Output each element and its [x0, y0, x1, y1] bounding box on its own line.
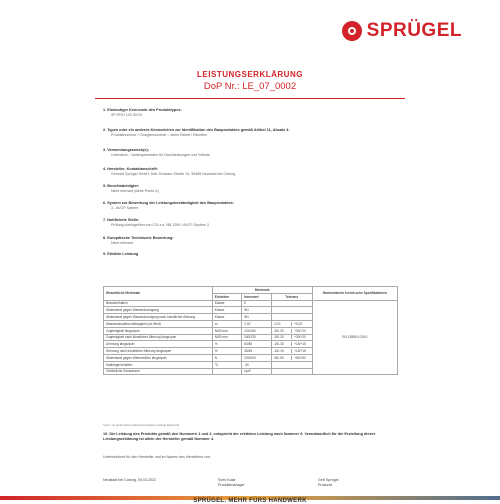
cell-characteristic: Widerstand gegen Wasserdurchgang nach künstlicher Alterung [104, 314, 213, 321]
cell-nominal: W1 [242, 314, 271, 321]
cell-characteristic: Dehnung längs/quer [104, 341, 213, 348]
section-8 [103, 236, 403, 246]
section-value: Unterdeck- / Unterspannbahn für Dachdeckungen und Wände [111, 153, 210, 157]
section-9 [103, 252, 403, 257]
cell-unit: °C [212, 361, 241, 368]
header-characteristics: Wesentliche Merkmale [104, 287, 213, 301]
section-value: Nicht relevant (siehe Punkt 4.) [111, 189, 160, 193]
cell-unit: N/50 mm [212, 327, 241, 334]
cell-characteristic: Zugfestigkeit nach künstlicher Alterung längs/quer [104, 334, 213, 341]
subheader-unit: Einheiten [212, 293, 241, 300]
cell-unit: Klasse [212, 307, 241, 314]
cell-characteristic: Gefährliche Substanzen [104, 368, 213, 375]
section-value: SP-PRO 100 SK/VI [111, 113, 142, 117]
section-heading: 1. Eindeutiger Kenncode des Produkttypes: [103, 108, 182, 112]
cell-unit: % [212, 341, 241, 348]
section-4 [103, 167, 403, 177]
signatory-role: Produktmanager [218, 482, 245, 487]
cell-tolerance [271, 341, 312, 348]
subheader-tolerance: Toleranz [271, 293, 312, 300]
signatory-name: Sven Kolar [218, 478, 236, 482]
section-heading: 9. Erklärte Leistung [103, 252, 139, 256]
cell-nominal: 35/45 [242, 348, 271, 355]
document-subtitle: DoP Nr.: LE_07_0002 [203, 81, 297, 92]
logo-mark-icon [342, 21, 362, 41]
cell-tolerance [271, 320, 312, 327]
cell-characteristic: Zugfestigkeit längs/quer [104, 327, 213, 334]
cell-characteristic: Widerstand gegen Weiterreißen längs/quer [104, 354, 213, 361]
cell-unit [212, 368, 241, 375]
cell-characteristic: Wasserdampfdurchlässigkeit (sd-Wert) [104, 320, 213, 327]
cell-tolerance [271, 307, 312, 314]
cell-tol-max: +30/+20 [294, 335, 306, 340]
cell-tolerance [271, 327, 312, 334]
cell-tol-max: +0,02 [294, 321, 303, 326]
section-heading: 2. Typen oder ein anderes Kennzeichen zur Identifikation des Bauproduktes gemäß Artikel 11, Absatz 4: [103, 128, 290, 132]
cell-tol-max: +50/+50 [294, 355, 306, 360]
cell-characteristic: Brandverhalten [104, 300, 213, 307]
table-header-row [104, 287, 398, 294]
cell-tolerance [271, 368, 312, 375]
cell-tolerance [271, 314, 312, 321]
cell-characteristic: Widerstand gegen Wasserdurchgang [104, 307, 213, 314]
table-row [104, 300, 398, 307]
cell-unit: Klasse [212, 314, 241, 321]
cell-tolerance [271, 354, 312, 361]
signatory-name: Gert Sprügel [318, 478, 339, 482]
cell-nominal: npd* [242, 368, 271, 375]
cell-tol-min: -50/-50 [272, 356, 293, 360]
section-heading: 5. Bevollmächtigter: [103, 184, 140, 188]
cell-nominal: 0,02 [242, 320, 271, 327]
cell-tol-min: -30/-20 [272, 329, 293, 333]
cell-tolerance [271, 361, 312, 368]
cell-unit: % [212, 348, 241, 355]
section-3 [103, 148, 403, 158]
cell-tol-max: +30/+20 [294, 328, 306, 333]
section-heading: 4. Hersteller, Kontaktanschrift: [103, 167, 159, 171]
subheader-nominal: Nennwert [242, 293, 271, 300]
cell-tolerance [271, 334, 312, 341]
section-value: Prüfung durchgeführt von CSI a.s. NB 1390 / AVCP-System 3 [111, 223, 209, 227]
cell-characteristic: Dehnung nach künstlicher Alterung längs/quer [104, 348, 213, 355]
section-6 [103, 201, 403, 211]
header-norm: Harmonisierte techni-sche Spezifikationen [312, 287, 397, 301]
cell-tol-min: -30/-20 [272, 335, 293, 339]
cell-tol-max: +15/+15 [294, 342, 306, 347]
cell-nominal: W1 [242, 307, 271, 314]
cell-tolerance [271, 348, 312, 355]
header-merkmale: Merkmale [212, 287, 312, 294]
header-divider [95, 98, 405, 99]
cell-tol-max: +15/+15 [294, 349, 306, 354]
section-value: Gerhard Sprügel GmbH, Karl-Schwarz-Straße 19, 96465 Neustadt bei Coburg [111, 172, 236, 176]
section-heading: 3. Verwendungszweck(e): [103, 148, 149, 152]
cell-nominal: 220/160 [242, 327, 271, 334]
cell-nominal: E [242, 300, 271, 307]
cell-nominal: 180/130 [242, 334, 271, 341]
section-1 [103, 108, 403, 118]
cell-nominal: 60/80 [242, 341, 271, 348]
cell-tolerance [271, 300, 312, 307]
brand-logo [342, 20, 462, 42]
cell-nominal: 200/200 [242, 354, 271, 361]
section-heading: 6. System zur Bewertung der Leistungsbeständigkeit des Bauproduktes: [103, 201, 235, 205]
cell-unit: Klasse [212, 300, 241, 307]
brand-name: SPRÜGEL [366, 20, 462, 41]
table-footnote: *npd = no performance determined (keine Leistung bestimmt) [103, 423, 180, 427]
cell-tol-min: -0,01 [272, 322, 293, 326]
declaration-paragraph: 10. Die Leistung des Produkts gemäß den Nummern 1 und 2, entspricht der erklärten Leistung nach Nummer 9. Verantwortlich für die Erstellung dieser Leistungserklärung ist allein der Hersteller gemäß Nummer 4. [103, 432, 376, 441]
signing-intro: Unterzeichnet für den Hersteller und im Namen des Herstellers von: [103, 455, 211, 459]
cell-unit: N [212, 354, 241, 361]
section-heading: 7. Notifizierte Stelle: [103, 218, 140, 222]
performance-table [103, 286, 398, 375]
section-2 [103, 128, 403, 138]
cell-unit: N/50 mm [212, 334, 241, 341]
cell-tol-min: -15/-15 [272, 349, 293, 353]
document-title: LEISTUNGSERKLÄRUNG [197, 70, 303, 79]
cell-characteristic: Kaltbiegeverhalten [104, 361, 213, 368]
signatory-2 [318, 478, 338, 487]
cell-unit: m [212, 320, 241, 327]
section-value: 3 - AVCP System [111, 206, 139, 210]
signatory-role: Prokurist [318, 482, 333, 487]
cell-tol-min: -15/-15 [272, 342, 293, 346]
place-date: Neustadt bei Coburg, 09.03.2022 [103, 478, 156, 482]
section-7 [103, 218, 403, 228]
cell-nominal: -30 [242, 361, 271, 368]
cell-norm: EN 13859-1:2010 [312, 300, 397, 375]
footer-slogan: SPRÜGEL. MEHR FÜRS HANDWERK [193, 498, 307, 504]
section-5 [103, 184, 403, 194]
section-value: Nicht relevant [111, 241, 133, 245]
section-heading: 8. Europäische Technische Bewertung: [103, 236, 174, 240]
signatory-1 [218, 478, 245, 487]
section-value: Produktnummer / Chargennummer – siehe Etikett / Etiketten [111, 133, 208, 137]
